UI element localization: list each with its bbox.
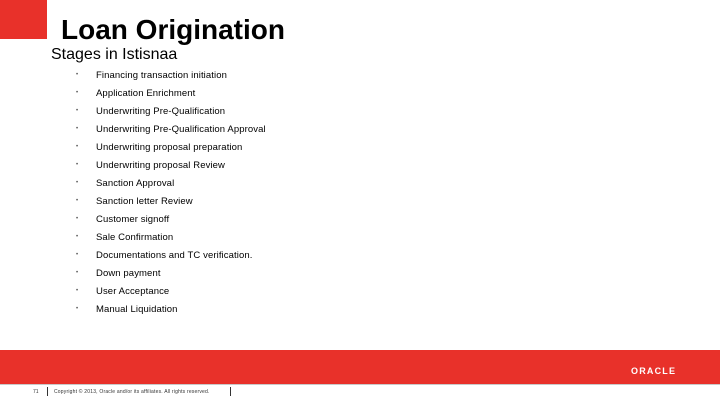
slide-footer — [0, 387, 720, 401]
footer-accent-band — [0, 350, 720, 384]
bullet-icon: • — [76, 234, 79, 240]
stage-label: Down payment — [96, 268, 161, 279]
stage-label: Application Enrichment — [96, 88, 196, 99]
stage-label: User Acceptance — [96, 286, 170, 297]
stage-label: Sale Confirmation — [96, 232, 174, 243]
slide-title: Loan Origination — [61, 14, 285, 45]
bullet-icon: • — [76, 162, 79, 168]
footer-divider — [0, 384, 720, 385]
stage-label: Manual Liquidation — [96, 304, 178, 315]
page-number: 71 — [33, 389, 39, 395]
bullet-icon: • — [76, 108, 79, 114]
bullet-icon: • — [76, 252, 79, 258]
bullet-icon: • — [76, 270, 79, 276]
stage-label: Customer signoff — [96, 214, 170, 225]
bullet-icon: • — [76, 216, 79, 222]
stage-label: Underwriting proposal Review — [96, 160, 225, 171]
header-accent-bar — [0, 0, 47, 39]
oracle-logo: ORACLE — [631, 366, 677, 376]
bullet-icon: • — [76, 126, 79, 132]
bullet-icon: • — [76, 288, 79, 294]
stage-label: Underwriting Pre-Qualification Approval — [96, 124, 266, 135]
bullet-icon: • — [76, 144, 79, 150]
footer-separator — [47, 387, 48, 396]
stage-label: Financing transaction initiation — [96, 70, 227, 81]
stage-label: Documentations and TC verification. — [96, 250, 253, 261]
stage-label: Sanction Approval — [96, 178, 175, 189]
bullet-icon: • — [76, 180, 79, 186]
copyright-notice: Copyright © 2013, Oracle and/or its affiliates. All rights reserved. — [54, 389, 210, 395]
stage-label: Sanction letter Review — [96, 196, 193, 207]
stage-label: Underwriting Pre-Qualification — [96, 106, 226, 117]
footer-separator — [230, 387, 231, 396]
bullet-icon: • — [76, 198, 79, 204]
slide-subtitle: Stages in Istisnaa — [51, 46, 178, 63]
bullet-icon: • — [76, 90, 79, 96]
stage-label: Underwriting proposal preparation — [96, 142, 243, 153]
bullet-icon: • — [76, 306, 79, 312]
bullet-icon: • — [76, 72, 79, 78]
